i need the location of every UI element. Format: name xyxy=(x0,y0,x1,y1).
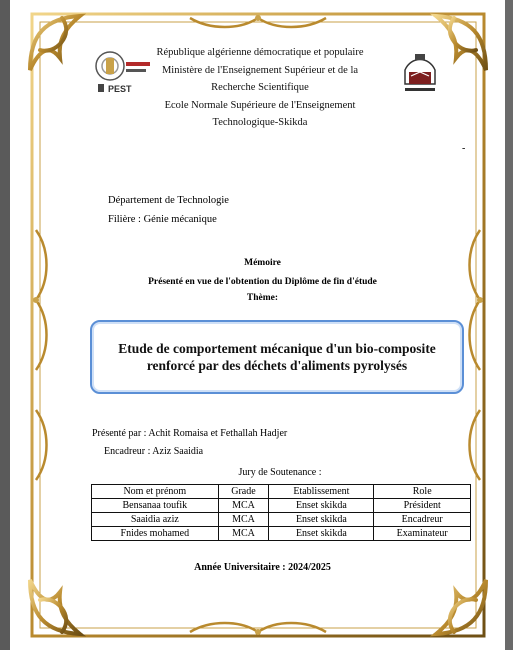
jury-title: Jury de Soutenance : xyxy=(238,467,322,478)
department-line: Département de Technologie xyxy=(108,195,229,206)
jury-cell: Enset skikda xyxy=(269,513,374,527)
logo-pest-text: PEST xyxy=(108,84,132,94)
filiere-line: Filière : Génie mécanique xyxy=(108,214,217,225)
header-line-2: Ministère de l'Enseignement Supérieur et de la xyxy=(161,64,359,76)
table-row xyxy=(92,527,471,541)
jury-cell: MCA xyxy=(218,499,269,513)
jury-header-cell: Etablissement xyxy=(269,485,374,499)
header-line-5: Technologique-Skikda xyxy=(212,117,308,128)
theme-label: Thème: xyxy=(246,293,279,303)
presented-by: Présenté par : Achit Romaisa et Fethallah Hadjer xyxy=(92,428,288,439)
jury-header-cell: Grade xyxy=(218,485,269,499)
jury-header-cell: Role xyxy=(374,485,471,499)
memoire-subtitle: Présenté en vue de l'obtention du Diplôme de fin d'étude xyxy=(148,277,377,287)
jury-table xyxy=(91,484,471,541)
jury-cell: Président xyxy=(374,499,471,513)
jury-cell: Bensanaa toufik xyxy=(92,499,219,513)
memoire-title: Mémoire xyxy=(244,258,281,268)
presented-block xyxy=(92,425,287,461)
jury-cell: Enset skikda xyxy=(269,499,374,513)
theme-line-2: renforcé par des déchets d'aliments pyrolysés xyxy=(146,358,408,373)
dash-mark: - xyxy=(462,143,466,154)
jury-cell: MCA xyxy=(218,513,269,527)
jury-header-cell: Nom et prénom xyxy=(92,485,219,499)
ministry-logo xyxy=(397,48,443,98)
document-page xyxy=(10,0,505,650)
jury-header-row xyxy=(92,485,471,499)
jury-cell: Fnides mohamed xyxy=(92,527,219,541)
table-row xyxy=(92,513,471,527)
theme-line-1: Etude de comportement mécanique d'un bio-composite xyxy=(118,341,436,356)
viewer-scrollbar[interactable] xyxy=(505,0,513,650)
jury-cell: Saaidia aziz xyxy=(92,513,219,527)
header-line-4: Ecole Normale Supérieure de l'Enseignement xyxy=(164,99,356,111)
department-block xyxy=(108,191,229,229)
header-line-3: Recherche Scientifique xyxy=(211,82,309,93)
theme-box xyxy=(90,320,464,394)
table-row xyxy=(92,499,471,513)
jury-cell: Enset skikda xyxy=(269,527,374,541)
jury-cell: Encadreur xyxy=(374,513,471,527)
jury-cell: Examinateur xyxy=(374,527,471,541)
academic-year: Année Universitaire : 2024/2025 xyxy=(194,562,331,573)
supervisor: Encadreur : Aziz Saaidia xyxy=(104,446,204,457)
header-line-1: République algérienne démocratique et populaire xyxy=(156,47,364,58)
jury-cell: MCA xyxy=(218,527,269,541)
institution-header xyxy=(140,44,380,132)
